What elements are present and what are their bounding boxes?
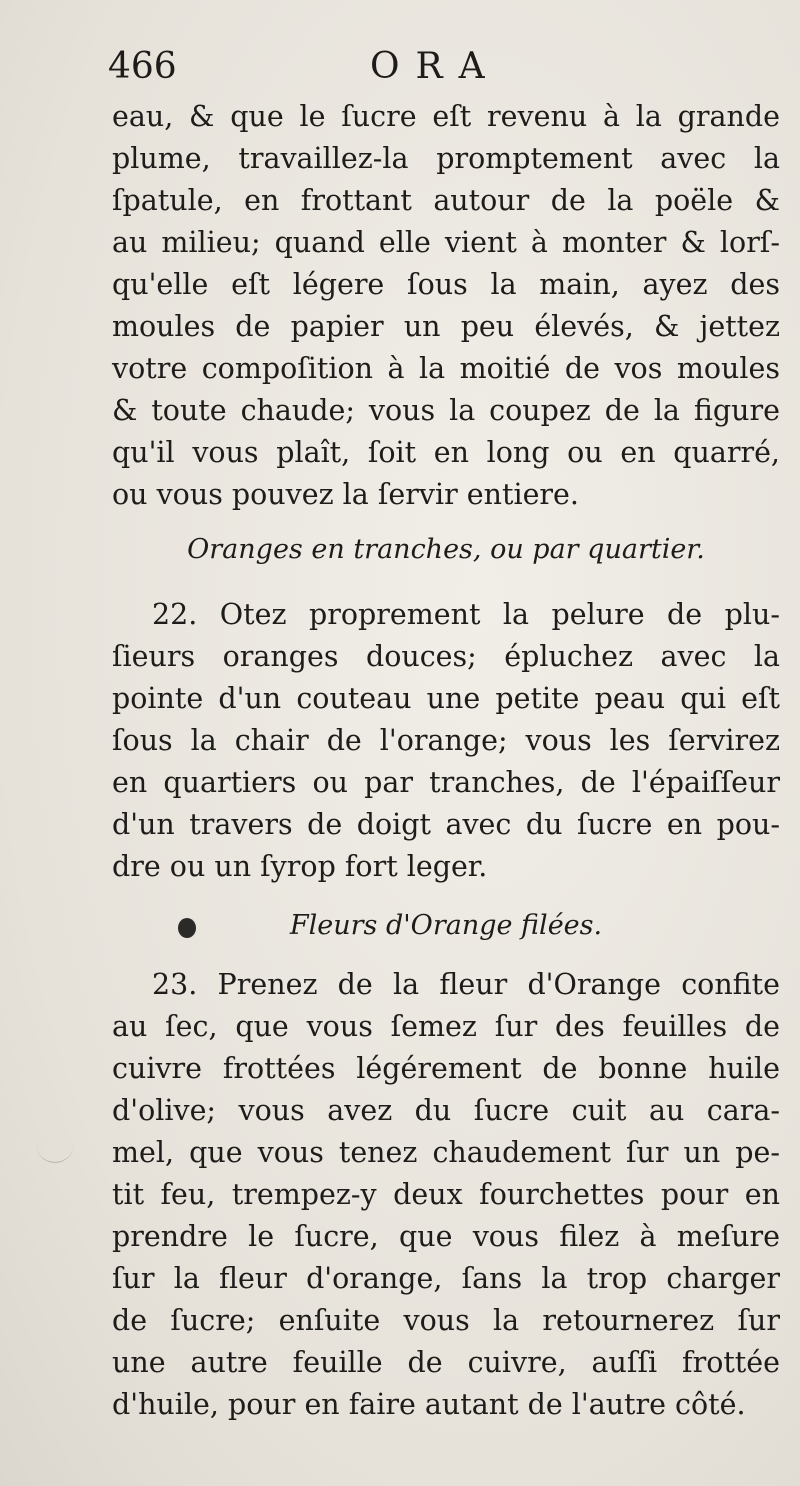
text-line: qu'il vous plaît, ſoit en long ou en quarré, xyxy=(112,436,780,469)
text-line: ſieurs oranges douces; épluchez avec la xyxy=(112,640,780,673)
text-line: d'huile, pour en faire autant de l'autre côté. xyxy=(112,1388,746,1421)
text-line: plume, travaillez-la promptement avec la xyxy=(112,142,780,175)
paragraph-22 xyxy=(112,594,780,888)
text-line: votre compoſition à la moitié de vos moules xyxy=(112,352,780,385)
text-line: qu'elle eſt légere ſous la main, ayez des xyxy=(112,268,780,301)
text-line: pointe d'un couteau une petite peau qui eſt xyxy=(112,682,780,715)
text-line: d'olive; vous avez du ſucre cuit au cara- xyxy=(112,1094,780,1127)
text-line: cuivre frottées légérement de bonne huile xyxy=(112,1052,780,1085)
text-line: moules de papier un peu élevés, & jettez xyxy=(112,310,780,343)
text-line: 22. Otez proprement la pelure de plu- xyxy=(152,598,780,631)
text-line: au ſec, que vous ſemez ſur des feuilles de xyxy=(112,1010,780,1043)
text-line: prendre le ſucre, que vous filez à meſure xyxy=(112,1220,780,1253)
pencil-mark xyxy=(36,1140,74,1163)
text-line: de ſucre; enſuite vous la retournerez ſur xyxy=(112,1304,780,1337)
text-line: & toute chaude; vous la coupez de la figure xyxy=(112,394,780,427)
text-line: au milieu; quand elle vient à monter & lorſ- xyxy=(112,226,780,259)
section-heading-fleurs-d-orange-filees: Fleurs d'Orange filées. xyxy=(289,910,603,941)
text-line: ſpatule, en frottant autour de la poële & xyxy=(112,184,780,217)
paragraph-continuation xyxy=(112,96,780,516)
page-header xyxy=(108,42,780,92)
paragraph-23 xyxy=(112,964,780,1426)
text-line: dre ou un ſyrop fort leger. xyxy=(112,850,488,883)
text-line: ou vous pouvez la ſervir entiere. xyxy=(112,478,579,511)
text-line: une autre feuille de cuivre, auſſi frottée xyxy=(112,1346,780,1379)
text-line: 23. Prenez de la fleur d'Orange confite xyxy=(152,968,780,1001)
text-line: d'un travers de doigt avec du ſucre en pou- xyxy=(112,808,780,841)
text-line: mel, que vous tenez chaudement ſur un pe- xyxy=(112,1136,780,1169)
text-line: tit feu, trempez-y deux fourchettes pour en xyxy=(112,1178,780,1211)
section-heading-oranges-en-tranches: Oranges en tranches, ou par quartier. xyxy=(187,534,705,565)
text-line: ſous la chair de l'orange; vous les ſervirez xyxy=(112,724,780,757)
text-line: eau, & que le ſucre eſt revenu à la grande xyxy=(112,100,780,133)
text-line: en quartiers ou par tranches, de l'épaiſſeur xyxy=(112,766,780,799)
text-line: ſur la fleur d'orange, ſans la trop charger xyxy=(112,1262,780,1295)
page-number: 466 xyxy=(108,46,177,87)
running-head: ORA xyxy=(370,46,501,87)
